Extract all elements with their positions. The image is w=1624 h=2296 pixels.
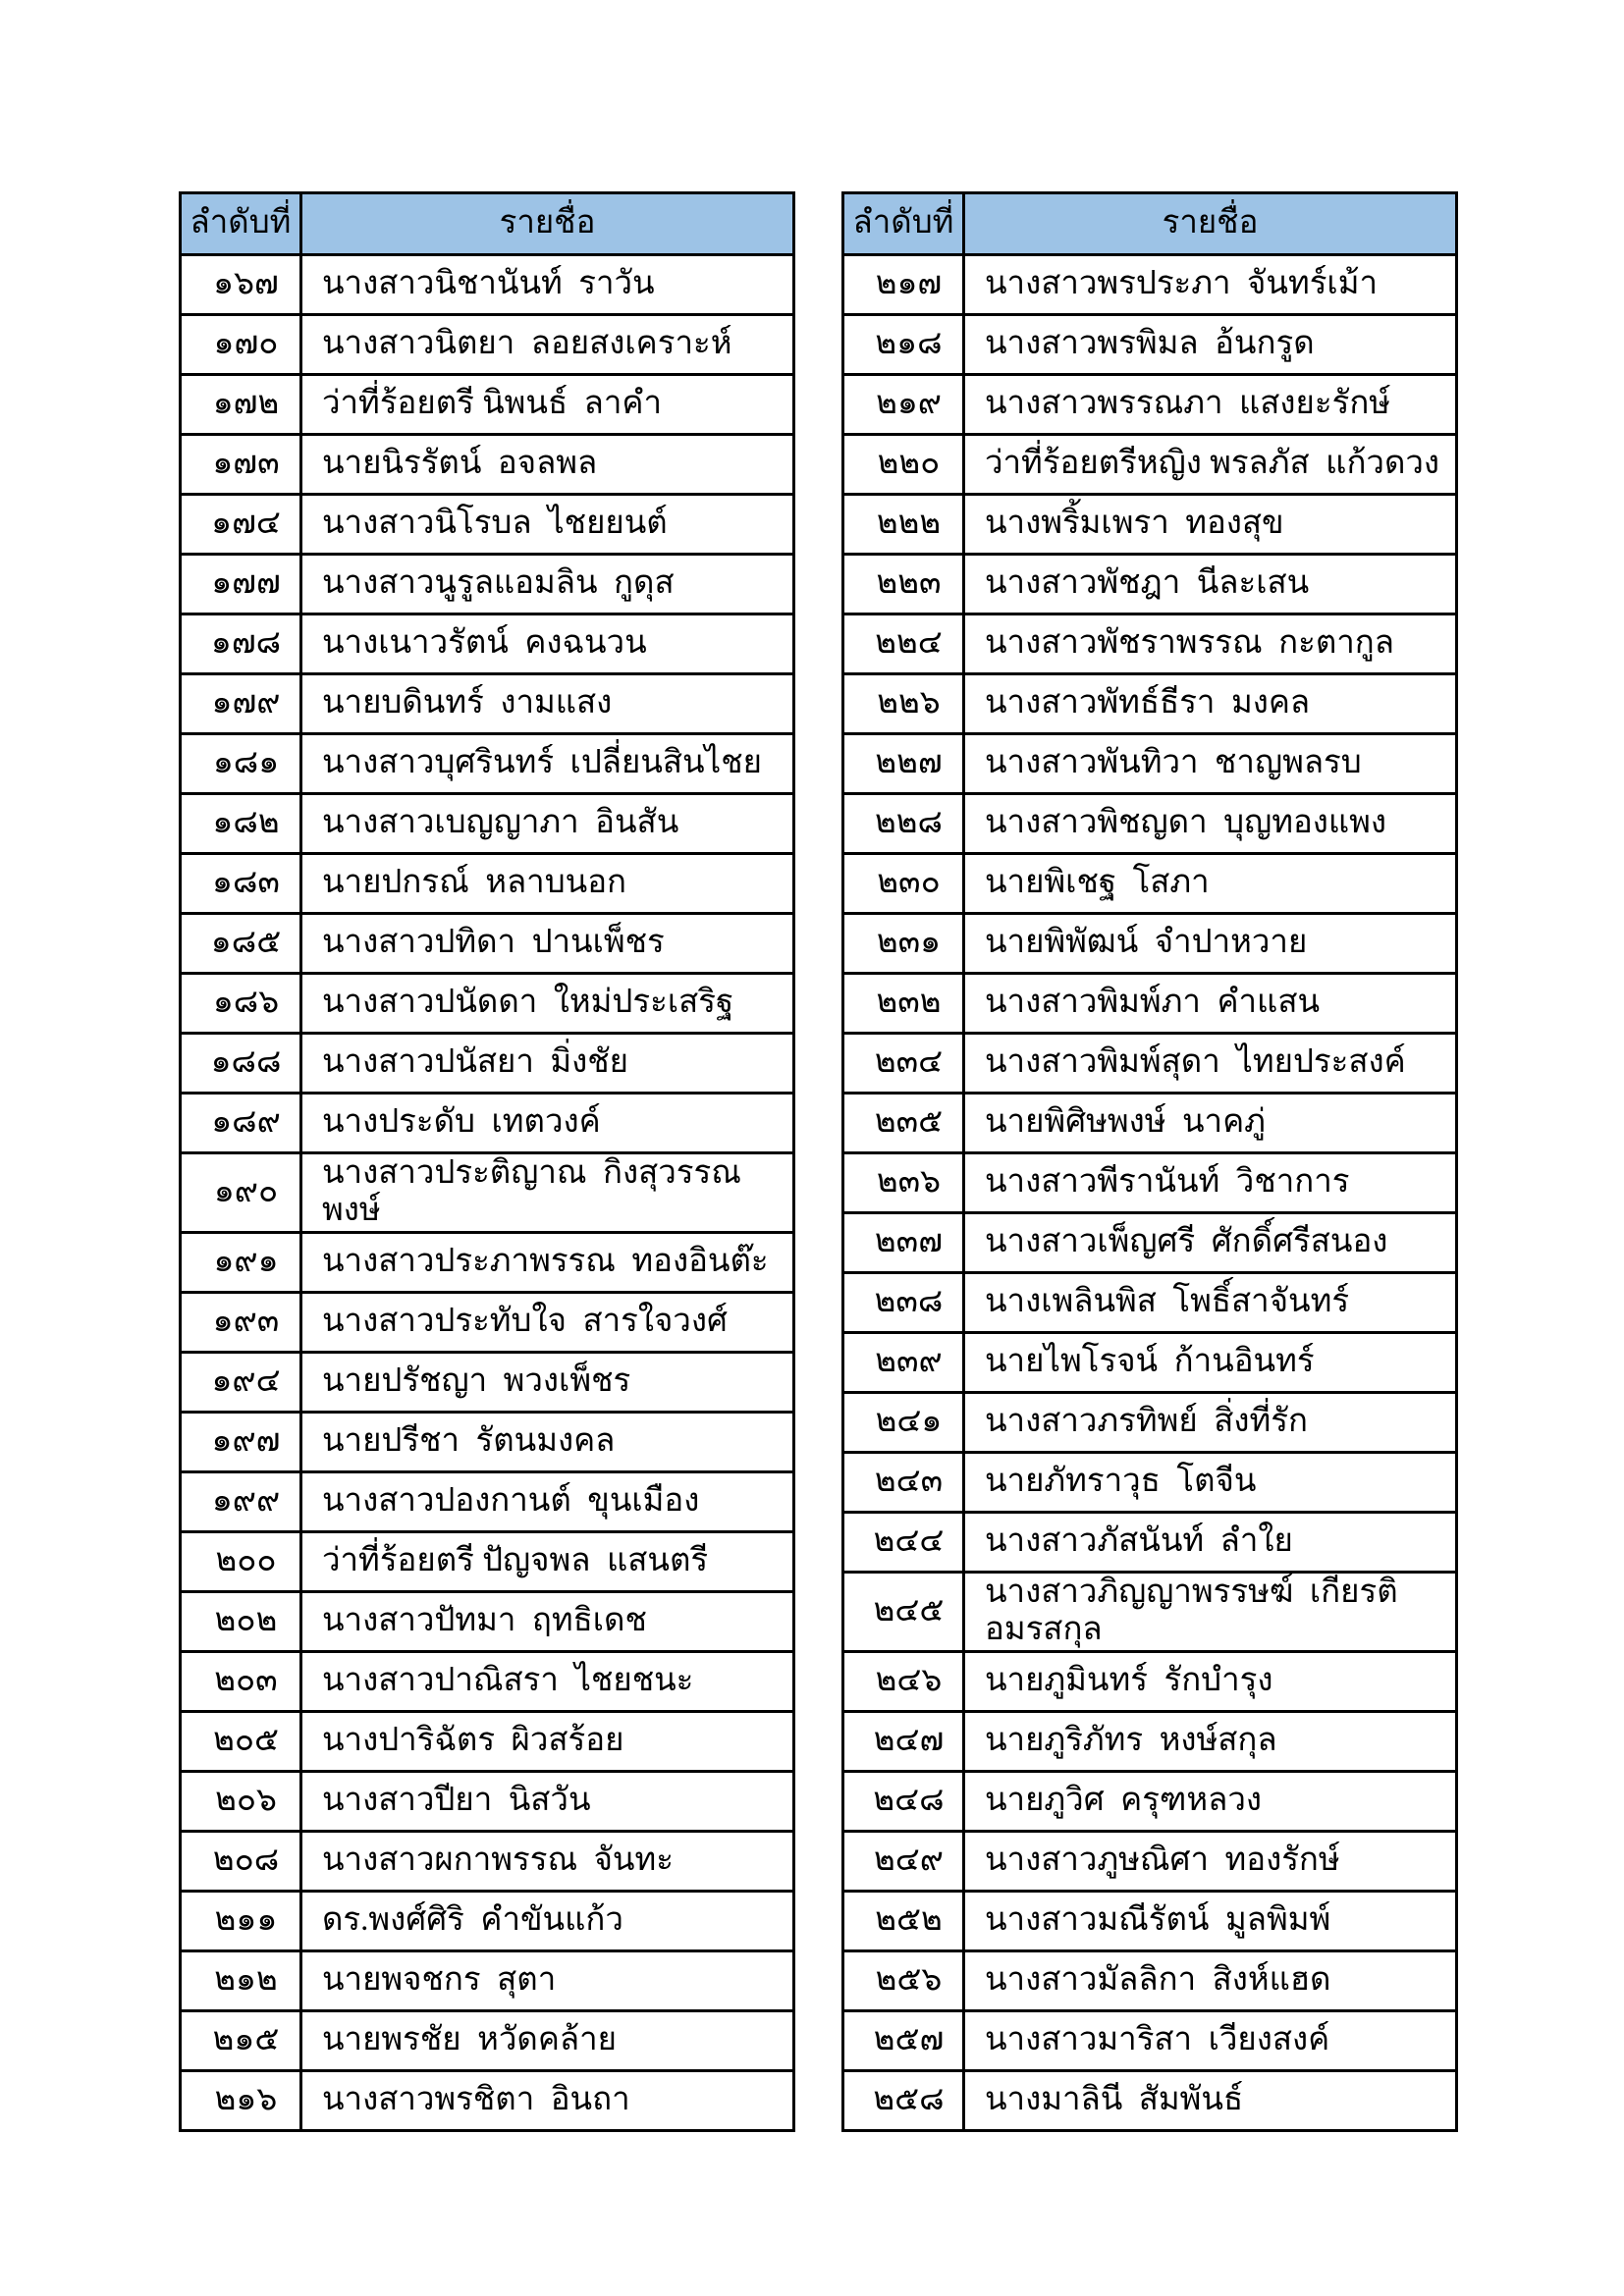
- name-cell: นางประดับ เทตวงค์: [301, 1094, 794, 1153]
- order-number-cell: ๒๔๔: [843, 1513, 964, 1573]
- table-row: [843, 2010, 1457, 2070]
- order-number-cell: ๒๒๒: [843, 495, 964, 555]
- order-number-cell: ๒๑๘: [843, 315, 964, 375]
- name-cell: นางสาวพรประภา จันทร์เม้า: [964, 255, 1457, 315]
- name-cell: นางสาวพีรานันท์ วิชาการ: [964, 1153, 1457, 1213]
- table-row: [843, 555, 1457, 614]
- name-cell: นางสาวภัสนันท์ ลำใย: [964, 1513, 1457, 1573]
- table-row: [843, 1711, 1457, 1771]
- order-number-cell: ๒๓๑: [843, 914, 964, 974]
- table-row: [181, 1094, 794, 1153]
- table-row: [181, 375, 794, 435]
- order-number-cell: ๑๗๗: [181, 555, 301, 614]
- order-number-cell: ๒๐๐: [181, 1531, 301, 1591]
- order-number-cell: ๑๘๕: [181, 914, 301, 974]
- table-row: [181, 854, 794, 914]
- table-row: [843, 1273, 1457, 1333]
- name-cell: นางสาวพิชญดา บุญทองแพง: [964, 794, 1457, 854]
- name-cell: นางสาวปาณิสรา ไชยชนะ: [301, 1651, 794, 1711]
- table-row: [181, 2010, 794, 2070]
- order-number-cell: ๒๐๒: [181, 1591, 301, 1651]
- name-cell: นางสาวภิญญาพรรษฆ์ เกียรติอมรสกุล: [964, 1573, 1457, 1652]
- order-number-cell: ๑๗๐: [181, 315, 301, 375]
- name-cell: นายปรัชญา พวงเพ็ชร: [301, 1352, 794, 1412]
- name-cell: นางสาวนิโรบล ไชยยนต์: [301, 495, 794, 555]
- order-number-cell: ๒๒๘: [843, 794, 964, 854]
- name-cell: นางสาวพัชราพรรณ กะตากูล: [964, 614, 1457, 674]
- name-cell: นางสาวภูษณิศา ทองรักษ์: [964, 1831, 1457, 1891]
- name-cell: นางสาวพัชฎา นีละเสน: [964, 555, 1457, 614]
- roster-table-right-body: [843, 255, 1457, 2131]
- order-number-cell: ๑๗๔: [181, 495, 301, 555]
- order-number-cell: ๒๔๓: [843, 1453, 964, 1513]
- table-row: [843, 1573, 1457, 1652]
- table-row: [843, 1831, 1457, 1891]
- order-number-cell: ๒๐๖: [181, 1771, 301, 1831]
- table-row: [843, 1513, 1457, 1573]
- table-row: [181, 914, 794, 974]
- order-number-cell: ๑๘๖: [181, 974, 301, 1034]
- name-cell: นางพริ้มเพรา ทองสุข: [964, 495, 1457, 555]
- order-column-header: ลำดับที่: [843, 193, 964, 255]
- name-cell: นางสาวพรชิตา อินถา: [301, 2070, 794, 2130]
- order-number-cell: ๑๙๑: [181, 1232, 301, 1292]
- table-row: [843, 255, 1457, 315]
- name-cell: นางสาวมณีรัตน์ มูลพิมพ์: [964, 1891, 1457, 1950]
- name-cell: นางสาวปียา นิสวัน: [301, 1771, 794, 1831]
- name-cell: นางสาวมัลลิกา สิงห์แฮด: [964, 1950, 1457, 2010]
- name-cell: นายภูริภัทร หงษ์สกุล: [964, 1711, 1457, 1771]
- table-row: [181, 1292, 794, 1352]
- order-number-cell: ๒๔๕: [843, 1573, 964, 1652]
- name-cell: ว่าที่ร้อยตรีหญิง พรลภัส แก้วดวง: [964, 435, 1457, 495]
- table-row: [843, 1153, 1457, 1213]
- name-cell: นางสาวพัทธ์ธีรา มงคล: [964, 674, 1457, 734]
- order-number-cell: ๒๓๙: [843, 1333, 964, 1393]
- name-cell: นางสาวประติญาณ กิ่งสุวรรณพงษ์: [301, 1153, 794, 1233]
- name-cell: นางสาวนูรูลแอมลิน กูดุส: [301, 555, 794, 614]
- table-row: [181, 435, 794, 495]
- order-number-cell: ๒๓๐: [843, 854, 964, 914]
- name-cell: นางสาวปนัดดา ใหม่ประเสริฐ: [301, 974, 794, 1034]
- name-cell: นางสาวพิมพ์ภา คำแสน: [964, 974, 1457, 1034]
- table-row: [181, 974, 794, 1034]
- order-number-cell: ๒๔๑: [843, 1393, 964, 1453]
- name-cell: นางมาลินี สัมพันธ์: [964, 2070, 1457, 2130]
- order-number-cell: ๒๓๖: [843, 1153, 964, 1213]
- tables-container: [179, 191, 1458, 2132]
- table-row: [843, 914, 1457, 974]
- name-cell: นางสาวปนัสยา มิ่งชัย: [301, 1034, 794, 1094]
- order-number-cell: ๒๒๔: [843, 614, 964, 674]
- order-number-cell: ๒๐๘: [181, 1831, 301, 1891]
- roster-table-left: [179, 191, 795, 2132]
- table-row: [843, 974, 1457, 1034]
- table-row: [843, 315, 1457, 375]
- table-row: [181, 1771, 794, 1831]
- name-cell: นางสาวพรรณภา แสงยะรักษ์: [964, 375, 1457, 435]
- order-number-cell: ๒๔๖: [843, 1651, 964, 1711]
- name-cell: นายนิรรัตน์ อจลพล: [301, 435, 794, 495]
- name-cell: นางสาวประทับใจ สารใจวงศ์: [301, 1292, 794, 1352]
- name-cell: นายภัทราวุธ โตจีน: [964, 1453, 1457, 1513]
- order-number-cell: ๑๘๘: [181, 1034, 301, 1094]
- name-cell: นางสาวเพ็ญศรี ศักดิ์ศรีสนอง: [964, 1213, 1457, 1273]
- name-column-header: รายชื่อ: [301, 193, 794, 255]
- table-row: [181, 794, 794, 854]
- order-number-cell: ๒๐๕: [181, 1711, 301, 1771]
- order-number-cell: ๑๙๔: [181, 1352, 301, 1412]
- table-row: [181, 1034, 794, 1094]
- order-number-cell: ๒๐๓: [181, 1651, 301, 1711]
- order-number-cell: ๒๔๗: [843, 1711, 964, 1771]
- order-number-cell: ๒๓๔: [843, 1034, 964, 1094]
- table-row: [181, 255, 794, 315]
- name-column-header: รายชื่อ: [964, 193, 1457, 255]
- order-number-cell: ๒๒๐: [843, 435, 964, 495]
- order-number-cell: ๒๓๒: [843, 974, 964, 1034]
- table-row: [181, 674, 794, 734]
- name-cell: นางสาวบุศรินทร์ เปลี่ยนสินไชย: [301, 734, 794, 794]
- order-number-cell: ๑๘๙: [181, 1094, 301, 1153]
- table-row: [843, 1213, 1457, 1273]
- table-row: [843, 1950, 1457, 2010]
- table-row: [843, 1891, 1457, 1950]
- name-cell: นายพรชัย หวัดคล้าย: [301, 2010, 794, 2070]
- table-row: [843, 614, 1457, 674]
- name-cell: ดร.พงศ์ศิริ คำขันแก้ว: [301, 1891, 794, 1950]
- table-row: [843, 1453, 1457, 1513]
- order-number-cell: ๑๘๑: [181, 734, 301, 794]
- table-row: [181, 734, 794, 794]
- order-number-cell: ๑๙๙: [181, 1471, 301, 1531]
- order-number-cell: ๒๕๒: [843, 1891, 964, 1950]
- order-number-cell: ๑๖๗: [181, 255, 301, 315]
- order-number-cell: ๑๙๗: [181, 1412, 301, 1471]
- name-cell: นายพจชกร สุตา: [301, 1950, 794, 2010]
- roster-table-right: [841, 191, 1458, 2132]
- name-cell: นางสาวประภาพรรณ ทองอินต๊ะ: [301, 1232, 794, 1292]
- table-row: [843, 674, 1457, 734]
- order-number-cell: ๒๕๗: [843, 2010, 964, 2070]
- order-number-cell: ๑๘๒: [181, 794, 301, 854]
- order-number-cell: ๒๑๒: [181, 1950, 301, 2010]
- table-row: [181, 495, 794, 555]
- header-row: [181, 193, 794, 255]
- name-cell: นางสาวพิมพ์สุดา ไทยประสงค์: [964, 1034, 1457, 1094]
- order-number-cell: ๒๕๖: [843, 1950, 964, 2010]
- name-cell: นางสาวปทิดา ปานเพ็ชร: [301, 914, 794, 974]
- order-number-cell: ๑๙๐: [181, 1153, 301, 1233]
- order-number-cell: ๒๑๑: [181, 1891, 301, 1950]
- order-number-cell: ๒๒๓: [843, 555, 964, 614]
- name-cell: นายบดินทร์ งามแสง: [301, 674, 794, 734]
- name-cell: นางสาวปัทมา ฤทธิเดช: [301, 1591, 794, 1651]
- table-row: [181, 1471, 794, 1531]
- table-row: [843, 1393, 1457, 1453]
- name-cell: ว่าที่ร้อยตรี ปัญจพล แสนตรี: [301, 1531, 794, 1591]
- name-cell: นายพิพัฒน์ จำปาหวาย: [964, 914, 1457, 974]
- table-row: [843, 794, 1457, 854]
- table-row: [181, 1352, 794, 1412]
- table-row: [843, 435, 1457, 495]
- order-number-cell: ๑๗๙: [181, 674, 301, 734]
- order-number-cell: ๑๗๓: [181, 435, 301, 495]
- order-number-cell: ๒๓๗: [843, 1213, 964, 1273]
- name-cell: นางสาวพันทิวา ชาญพลรบ: [964, 734, 1457, 794]
- name-cell: นางสาวนิชานันท์ ราวัน: [301, 255, 794, 315]
- name-cell: นายปรีชา รัตนมงคล: [301, 1412, 794, 1471]
- order-number-cell: ๑๙๓: [181, 1292, 301, 1352]
- name-cell: นางปาริฉัตร ผิวสร้อย: [301, 1711, 794, 1771]
- order-number-cell: ๒๔๙: [843, 1831, 964, 1891]
- table-row: [181, 1831, 794, 1891]
- order-number-cell: ๒๒๖: [843, 674, 964, 734]
- table-row: [181, 1412, 794, 1471]
- table-row: [181, 1232, 794, 1292]
- table-row: [181, 315, 794, 375]
- table-row: [181, 1891, 794, 1950]
- order-column-header: ลำดับที่: [181, 193, 301, 255]
- order-number-cell: ๒๑๕: [181, 2010, 301, 2070]
- order-number-cell: ๒๓๕: [843, 1094, 964, 1153]
- name-cell: นางสาวปองกานต์ ขุนเมือง: [301, 1471, 794, 1531]
- name-cell: นายพิศิษพงษ์ นาคภู่: [964, 1094, 1457, 1153]
- order-number-cell: ๒๓๘: [843, 1273, 964, 1333]
- order-number-cell: ๒๔๘: [843, 1771, 964, 1831]
- name-cell: นางเพลินพิส โพธิ์สาจันทร์: [964, 1273, 1457, 1333]
- name-cell: นายปกรณ์ หลาบนอก: [301, 854, 794, 914]
- name-cell: นางสาวภรทิพย์ สิ่งที่รัก: [964, 1393, 1457, 1453]
- table-row: [181, 614, 794, 674]
- table-row: [181, 1651, 794, 1711]
- order-number-cell: ๒๕๘: [843, 2070, 964, 2130]
- table-row: [843, 495, 1457, 555]
- name-cell: นายภูมินทร์ รักบำรุง: [964, 1651, 1457, 1711]
- table-row: [181, 1153, 794, 1233]
- name-cell: นางสาวนิตยา ลอยสงเคราะห์: [301, 315, 794, 375]
- name-cell: นายภูวิศ ครุฑหลวง: [964, 1771, 1457, 1831]
- name-cell: นางสาวมาริสา เวียงสงค์: [964, 2010, 1457, 2070]
- table-row: [843, 2070, 1457, 2130]
- name-cell: นายพิเชฐ โสภา: [964, 854, 1457, 914]
- name-cell: นายไพโรจน์ ก้านอินทร์: [964, 1333, 1457, 1393]
- table-row: [181, 2070, 794, 2130]
- order-number-cell: ๒๑๗: [843, 255, 964, 315]
- name-cell: นางเนาวรัตน์ คงฉนวน: [301, 614, 794, 674]
- order-number-cell: ๒๑๖: [181, 2070, 301, 2130]
- order-number-cell: ๑๗๒: [181, 375, 301, 435]
- table-row: [181, 1711, 794, 1771]
- table-row: [843, 1771, 1457, 1831]
- table-row: [843, 1333, 1457, 1393]
- name-cell: ว่าที่ร้อยตรี นิพนธ์ ลาคำ: [301, 375, 794, 435]
- order-number-cell: ๑๘๓: [181, 854, 301, 914]
- order-number-cell: ๒๒๗: [843, 734, 964, 794]
- table-row: [843, 1034, 1457, 1094]
- table-row: [843, 1651, 1457, 1711]
- table-row: [843, 734, 1457, 794]
- name-cell: นางสาวผกาพรรณ จันทะ: [301, 1831, 794, 1891]
- roster-table-left-body: [181, 255, 794, 2131]
- table-row: [181, 1591, 794, 1651]
- table-row: [843, 1094, 1457, 1153]
- order-number-cell: ๑๗๘: [181, 614, 301, 674]
- table-row: [181, 1950, 794, 2010]
- table-row: [181, 555, 794, 614]
- order-number-cell: ๒๑๙: [843, 375, 964, 435]
- name-cell: นางสาวพรพิมล อ้นกรูด: [964, 315, 1457, 375]
- table-row: [181, 1531, 794, 1591]
- name-cell: นางสาวเบญญาภา อินสัน: [301, 794, 794, 854]
- header-row: [843, 193, 1457, 255]
- table-row: [843, 854, 1457, 914]
- table-row: [843, 375, 1457, 435]
